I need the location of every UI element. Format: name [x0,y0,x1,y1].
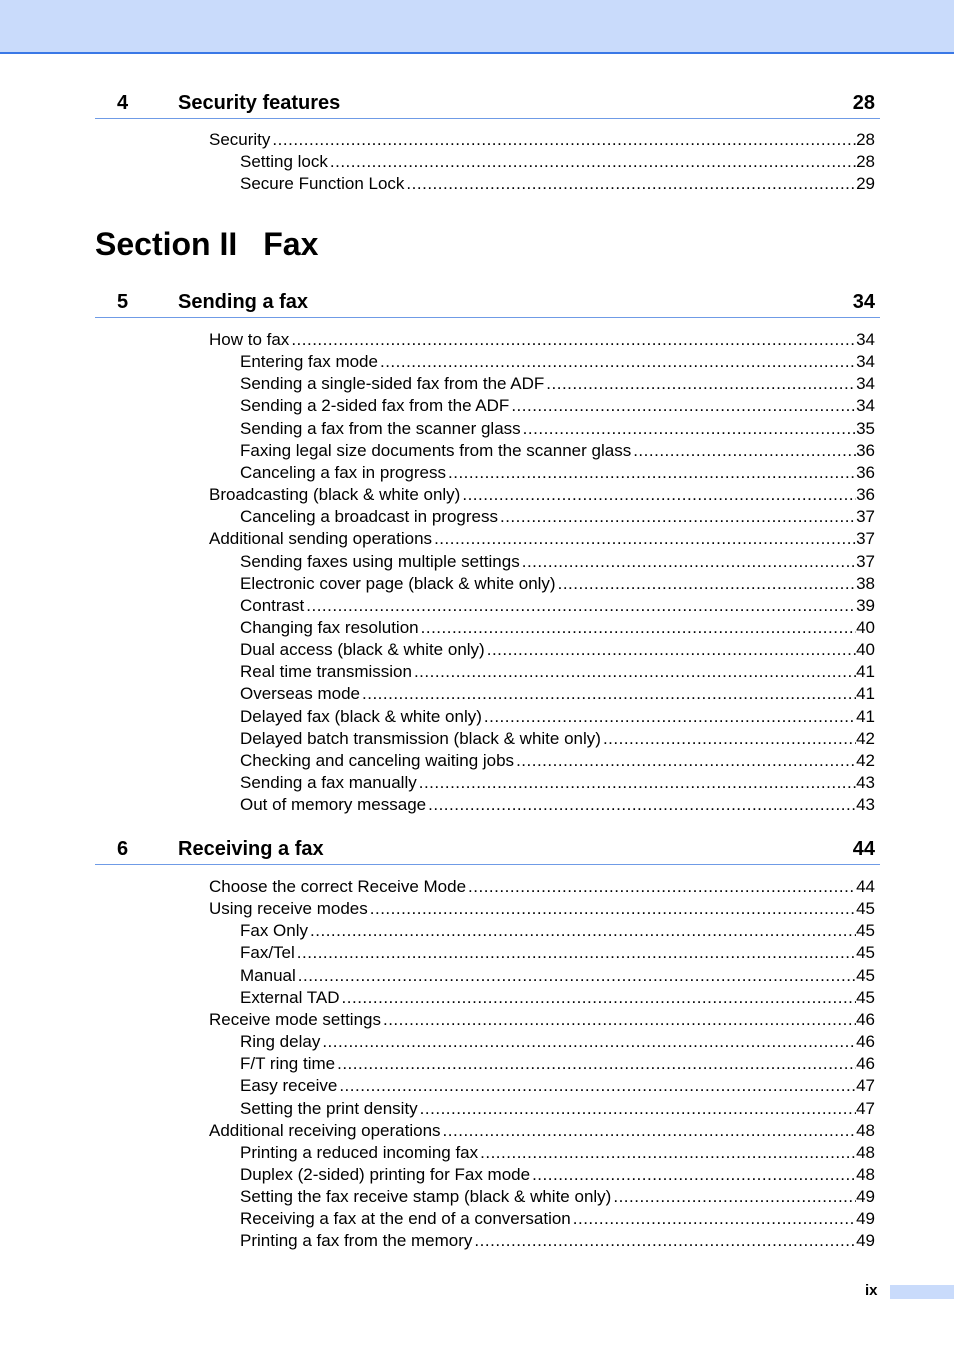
toc-entry-page: 42 [856,750,875,770]
toc-entry-label: External TAD [240,987,340,1007]
toc-leader-dots [530,1164,856,1186]
toc-entry[interactable] [209,528,875,550]
toc-leader-dots [360,683,856,705]
toc-entry-page: 37 [856,551,875,571]
toc-entry-page: 41 [856,662,875,682]
toc-leader-dots [520,551,856,573]
toc-entry-page: 39 [856,595,875,615]
toc-entry-label: Setting the fax receive stamp (black & white only) [240,1187,612,1207]
toc-leader-dots [289,329,856,351]
toc-entry-page: 40 [856,617,875,637]
toc-entry-label: Choose the correct Receive Mode [209,877,467,896]
toc-leader-dots [368,898,856,920]
section-label: Section II [95,226,238,262]
toc-entry-page: 37 [856,507,875,527]
toc-leader-dots [601,728,856,750]
toc-entry[interactable] [240,1075,875,1097]
toc-leader-dots [418,1098,856,1120]
toc-leader-dots [320,1031,856,1053]
toc-entry-page: 47 [856,1098,875,1118]
toc-leader-dots [485,639,856,661]
toc-leader-dots [404,173,856,195]
toc-leader-dots [378,351,856,373]
toc-entry-label: Easy receive [240,1076,338,1096]
toc-entry-label: Fax Only [240,921,309,941]
toc-entry-label: F/T ring time [240,1054,336,1074]
chapter-page: 34 [852,291,875,313]
chapter-number: 6 [117,838,129,860]
toc-entry[interactable] [240,1031,875,1053]
toc-leader-dots [335,1053,856,1075]
toc-entry-label: Checking and canceling waiting jobs [240,750,515,770]
toc-entry-page: 47 [856,1076,875,1096]
toc-entry-page: 34 [856,396,875,416]
chapter-title: Receiving a fax [178,838,324,860]
toc-leader-dots [296,965,856,987]
toc-entry-page: 45 [856,921,875,941]
toc-entry-page: 46 [856,1054,875,1074]
toc-leader-dots [426,794,856,816]
toc-entry-label: Sending a 2-sided fax from the ADF [240,396,510,416]
toc-leader-dots [446,462,856,484]
toc-entry[interactable] [240,418,875,440]
toc-entry-label: Sending a fax manually [240,773,417,792]
toc-entry-label: Secure Function Lock [240,174,405,194]
toc-entry-label: Out of memory message [240,795,427,815]
toc-entry[interactable] [240,920,875,942]
toc-leader-dots [419,617,856,639]
toc-entry[interactable] [240,595,875,617]
toc-entry-page: 48 [856,1120,875,1140]
toc-leader-dots [478,1142,856,1164]
toc-entry-label: Fax/Tel [240,943,295,963]
section-heading [95,226,318,263]
toc-entry[interactable] [240,750,875,772]
toc-entry[interactable] [240,573,875,595]
toc-entry-label: Sending a single-sided fax from the ADF [240,374,545,394]
toc-entry-page: 40 [856,640,875,660]
toc-entry[interactable] [209,129,875,151]
toc-leader-dots [441,1120,857,1142]
toc-entry[interactable] [209,484,875,506]
toc-entry-page: 45 [856,965,875,985]
toc-entry-page: 49 [856,1231,875,1251]
toc-entry[interactable] [240,965,875,987]
chapter-number: 5 [117,291,129,313]
toc-entry-label: Faxing legal size documents from the scanner glass [240,440,632,460]
toc-leader-dots [340,987,857,1009]
toc-entry-page: 49 [856,1209,875,1229]
toc-entry-label: Real time transmission [240,662,412,682]
toc-entry-label: Printing a reduced incoming fax [240,1142,479,1162]
toc-entry[interactable] [240,506,875,528]
toc-leader-dots [417,772,856,794]
toc-leader-dots [337,1075,856,1097]
chapter-title: Sending a fax [178,291,309,313]
toc-entry[interactable] [240,462,875,484]
toc-entry-label: Canceling a fax in progress [240,462,447,482]
page-number: ix [865,1282,878,1299]
toc-entry-page: 36 [856,440,875,460]
toc-entry[interactable] [240,1142,875,1164]
toc-entry[interactable] [209,898,875,920]
chapter-title: Security features [178,92,341,114]
toc-entry-label: Contrast [240,595,305,615]
toc-entry-label: Additional receiving operations [209,1120,441,1140]
toc-entry[interactable] [240,794,875,816]
chapter-heading-4[interactable] [95,88,880,119]
toc-entry[interactable] [240,395,875,417]
toc-leader-dots [381,1009,856,1031]
toc-entry-label: Ring delay [240,1032,321,1052]
toc-entry-page: 43 [856,773,875,792]
toc-entry[interactable] [240,987,875,1009]
toc-entry-page: 37 [856,529,875,549]
toc-entry[interactable] [240,683,875,705]
toc-entry[interactable] [209,1120,875,1142]
toc-leader-dots [295,942,856,964]
toc-entry-page: 48 [856,1164,875,1184]
toc-entry-label: Canceling a broadcast in progress [240,507,498,527]
toc-entry-page: 34 [856,374,875,394]
toc-entry-page: 34 [856,352,875,372]
toc-entry-page: 46 [856,1032,875,1052]
section-title: Fax [263,226,319,262]
toc-entry[interactable] [240,373,875,395]
toc-entry-label: Security [209,130,271,149]
toc-entry-label: How to fax [209,330,290,349]
toc-leader-dots [328,151,856,173]
toc-leader-dots [472,1230,856,1252]
toc-entry[interactable] [240,1098,875,1120]
toc-entry-page: 48 [856,1142,875,1162]
toc-entry[interactable] [240,1053,875,1075]
toc-entry[interactable] [240,942,875,964]
toc-entry-label: Sending faxes using multiple settings [240,551,520,571]
toc-entry[interactable] [240,1230,875,1252]
toc-entry-page: 29 [856,174,875,194]
toc-entry[interactable] [209,876,875,898]
toc-leader-dots [432,528,856,550]
toc-entry-label: Manual [240,965,296,985]
toc-entry[interactable] [240,1164,875,1186]
toc-entry-page: 45 [856,943,875,963]
toc-entry[interactable] [240,706,875,728]
toc-entry-label: Dual access (black & white only) [240,640,485,660]
toc-entry-page: 36 [856,462,875,482]
chapter-page: 44 [852,838,875,860]
toc-leader-dots [460,484,856,506]
toc-entry-label: Printing a fax from the memory [240,1231,473,1251]
toc-entry-page: 42 [856,728,875,748]
corner-tab [890,1285,954,1299]
toc-leader-dots [270,129,856,151]
toc-entry-page: 44 [856,877,875,896]
toc-entry[interactable] [240,661,875,683]
toc-leader-dots [304,595,856,617]
toc-leader-dots [514,750,856,772]
toc-entry-label: Sending a fax from the scanner glass [240,418,521,438]
toc-leader-dots [556,573,856,595]
toc-entry[interactable] [240,617,875,639]
toc-entry-page: 45 [856,987,875,1007]
toc-entry-label: Delayed fax (black & white only) [240,706,482,726]
toc-entry-page: 43 [856,795,875,815]
chapter-heading-6[interactable] [95,834,880,865]
toc-entry-label: Using receive modes [209,899,368,919]
toc-entry-label: Overseas mode [240,684,360,704]
toc-leader-dots [571,1208,856,1230]
toc-entry-label: Delayed batch transmission (black & white only) [240,728,601,748]
toc-entry[interactable] [240,728,875,750]
header-band [0,0,954,54]
toc-entry-page: 45 [856,899,875,919]
toc-leader-dots [631,440,856,462]
toc-entry-page: 35 [856,418,875,438]
toc-entry-label: Receiving a fax at the end of a conversation [240,1209,571,1229]
toc-entry-page: 34 [856,330,875,349]
toc-leader-dots [611,1186,856,1208]
toc-entry-page: 41 [856,684,875,704]
toc-entry-label: Broadcasting (black & white only) [209,485,461,505]
toc-entry-page: 28 [856,130,875,149]
toc-entry[interactable] [240,1208,875,1230]
toc-entry[interactable] [240,173,875,195]
toc-leader-dots [466,876,856,898]
toc-entry-page: 36 [856,485,875,505]
toc-entry-label: Duplex (2-sided) printing for Fax mode [240,1164,531,1184]
toc-entry[interactable] [209,1009,875,1031]
toc-entry[interactable] [240,351,875,373]
chapter-page: 28 [852,92,875,114]
toc-entry[interactable] [240,639,875,661]
toc-entry[interactable] [240,1186,875,1208]
toc-entry-label: Additional sending operations [209,529,433,549]
toc-entry[interactable] [240,440,875,462]
toc-entry-label: Changing fax resolution [240,617,419,637]
chapter-heading-5[interactable] [95,287,880,318]
toc-entry-page: 28 [856,152,875,172]
toc-entry[interactable] [209,329,875,351]
toc-entry-page: 38 [856,573,875,593]
toc-entry-label: Receive mode settings [209,1009,381,1029]
toc-leader-dots [482,706,856,728]
toc-entry[interactable] [240,772,875,794]
toc-leader-dots [521,418,856,440]
toc-entry-label: Entering fax mode [240,352,378,372]
toc-entry[interactable] [240,151,875,173]
toc-leader-dots [509,395,856,417]
toc-entry-label: Setting lock [240,152,328,172]
toc-leader-dots [412,661,856,683]
toc-entry-label: Electronic cover page (black & white only) [240,573,556,593]
toc-entry[interactable] [240,551,875,573]
chapter-number: 4 [117,92,129,114]
toc-leader-dots [308,920,856,942]
toc-entry-page: 41 [856,706,875,726]
toc-entry-label: Setting the print density [240,1098,418,1118]
toc-entry-page: 49 [856,1187,875,1207]
toc-leader-dots [544,373,856,395]
toc-leader-dots [498,506,856,528]
toc-entry-page: 46 [856,1009,875,1029]
